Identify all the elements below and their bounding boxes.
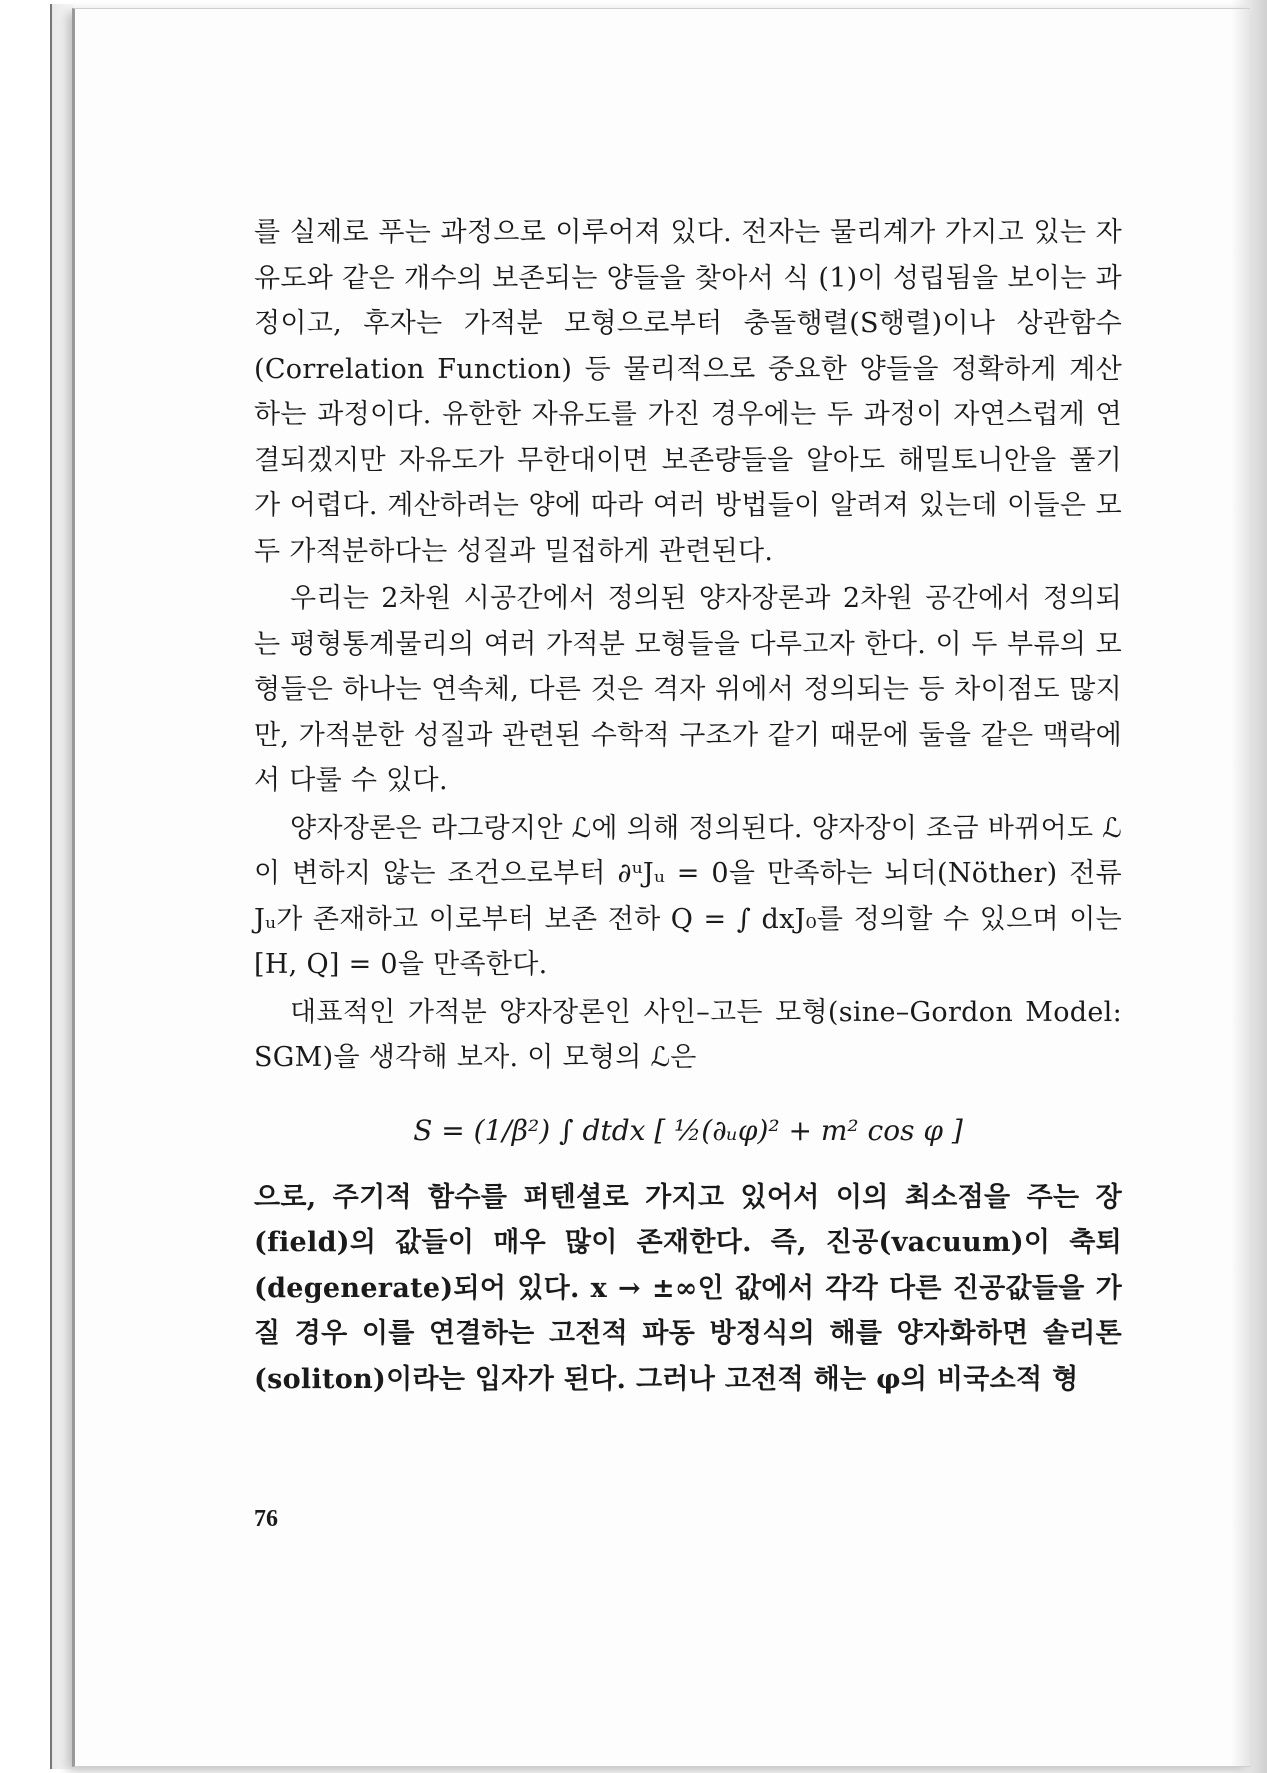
paragraph-1: 를 실제로 푸는 과정으로 이루어져 있다. 전자는 물리계가 가지고 있는 자유도와 같은 개수의 보존되는 양들을 찾아서 식 (1)이 성립됨을 보이는 과정이고, 후자는 가적분 모형으로부터 충돌행렬(S행렬)이나 상관함수(Correlation Function) 등 물리적으로 중요한 양들을 정확하게 계산하는 과정이다. 유한한 자유도를 가진 경우에는 두 과정이 자연스럽게 연결되겠지만 자유도가 무한대이면 보존량들을 알아도 해밀토니안을 풀기가 어렵다. 계산하려는 양에 따라 여러 방법들이 알려져 있는데 이들은 모두 가적분하다는 성질과 밀접하게 관련된다.	[254, 217, 1122, 567]
page-number: 76	[254, 1506, 278, 1532]
paragraph-3: 양자장론은 라그랑지안 ℒ에 의해 정의된다. 양자장이 조금 바뀌어도 ℒ이 변하지 않는 조건으로부터 ∂ᵘJᵤ = 0을 만족하는 뇌더(Nöther) 전류 Jᵤ가 존재하고 이로부터 보존 전하 Q = ∫ dxJ₀를 정의할 수 있으며 이는 [H, Q] = 0을 만족한다.	[254, 812, 1122, 980]
page-body	[254, 210, 1122, 1404]
paragraph-2: 우리는 2차원 시공간에서 정의된 양자장론과 2차원 공간에서 정의되는 평형통계물리의 여러 가적분 모형들을 다루고자 한다. 이 두 부류의 모형들은 하나는 연속체, 다른 것은 격자 위에서 정의되는 등 차이점도 많지만, 가적분한 성질과 관련된 수학적 구조가 같기 때문에 둘을 같은 맥락에서 다룰 수 있다.	[254, 583, 1122, 796]
paragraph-5: 으로, 주기적 함수를 퍼텐셜로 가지고 있어서 이의 최소점을 주는 장(field)의 값들이 매우 많이 존재한다. 즉, 진공(vacuum)이 축퇴(degenerate)되어 있다. x → ±∞인 값에서 각각 다른 진공값들을 가질 경우 이를 연결하는 고전적 파동 방정식의 해를 양자화하면 솔리톤(soliton)이라는 입자가 된다. 그러나 고전적 해는 φ의 비국소적 형	[254, 1181, 1122, 1395]
book-spine-edge	[50, 4, 74, 1769]
page-shadow	[1231, 0, 1267, 1773]
action-equation: S = (1/β²) ∫ dtdx [ ½(∂ᵤφ)² + m² cos φ ]	[413, 1114, 963, 1147]
paragraph-4: 대표적인 가적분 양자장론인 사인–고든 모형(sine–Gordon Model: SGM)을 생각해 보자. 이 모형의 ℒ은	[254, 996, 1122, 1073]
